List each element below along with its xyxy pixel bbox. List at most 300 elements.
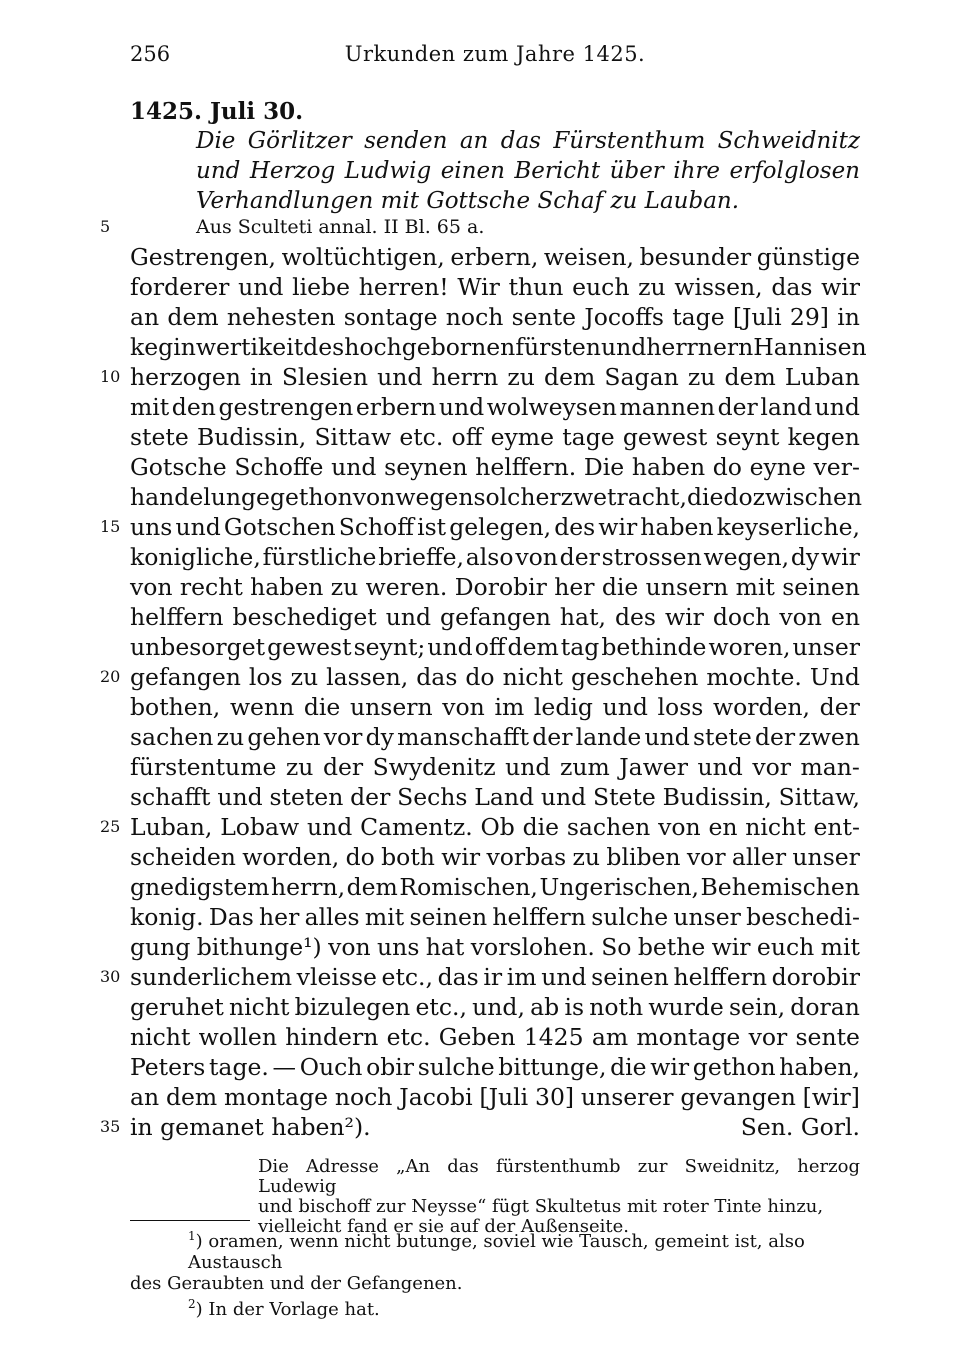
body-word: tag xyxy=(560,633,600,661)
body-word: — xyxy=(272,1053,297,1081)
body-word: dem xyxy=(724,363,776,391)
running-title: Urkunden zum Jahre 1425. xyxy=(344,42,646,66)
body-word: unbesorget xyxy=(130,633,266,661)
body-word: und xyxy=(600,333,647,361)
body-word: obir xyxy=(366,1053,415,1081)
body-word: 30] xyxy=(535,1083,575,1111)
body-word: los xyxy=(248,663,283,691)
signature: Sen. Gorl. xyxy=(740,1113,860,1141)
body-word: beschedi- xyxy=(746,903,860,931)
body-word: stete xyxy=(693,723,752,751)
body-word: [wir] xyxy=(802,1083,860,1111)
body-word: Romischen, xyxy=(399,873,538,901)
body-word: wissen, xyxy=(674,273,763,301)
body-word: forderer xyxy=(130,273,230,301)
body-word: dem xyxy=(165,1083,218,1111)
body-word: vor xyxy=(323,723,363,751)
body-word: wolweysen xyxy=(486,393,617,421)
body-word: [Juli xyxy=(479,1083,529,1111)
body-line xyxy=(130,842,860,872)
body-word: gestrengen xyxy=(218,393,354,421)
body-line xyxy=(130,242,860,272)
body-line xyxy=(130,932,860,962)
body-word: Ungerischen, xyxy=(539,873,699,901)
body-word: also xyxy=(465,543,514,571)
body-word: haben²). xyxy=(271,1113,371,1141)
body-word: wir xyxy=(821,543,860,571)
body-word: bliben xyxy=(606,843,681,871)
body-word: zu xyxy=(330,573,359,601)
body-word: nicht xyxy=(745,813,806,841)
body-word: zu xyxy=(638,273,666,301)
body-word: mit xyxy=(364,903,405,931)
body-word: off xyxy=(474,633,506,661)
body-word: zwen xyxy=(798,723,860,751)
body-word: vor xyxy=(748,1023,788,1051)
body-word: zu xyxy=(216,723,245,751)
body-word: Schoffe xyxy=(234,453,324,481)
body-word: wegen xyxy=(395,483,474,511)
body-word: Ob xyxy=(480,813,515,841)
body-line xyxy=(130,662,860,692)
body-word: keginwertikeit xyxy=(130,333,304,361)
body-word: doran xyxy=(790,993,860,1021)
body-line xyxy=(130,812,860,842)
body-line xyxy=(130,302,860,332)
body-word: Peters xyxy=(130,1053,206,1081)
body-word: sente xyxy=(795,1023,860,1051)
body-word: etc., xyxy=(415,993,467,1021)
body-word: bittunge, xyxy=(498,1053,607,1081)
body-word: Sechs xyxy=(397,783,468,811)
body-word: Land xyxy=(474,783,535,811)
body-word: vorbas xyxy=(486,843,567,871)
body-word: land xyxy=(760,393,813,421)
regest-summary: Die Görlitzer senden an das Fürstenthum Schweidnitz und Herzog Ludwig einen Bericht über ihre erfolglosen Verhandlungen mit Gottsche Schaf zu Lauban. xyxy=(196,128,860,214)
body-word: 1425 xyxy=(523,1023,584,1051)
body-word: Lobaw xyxy=(220,813,300,841)
body-word: erbern, xyxy=(450,243,539,271)
body-word: der xyxy=(532,723,573,751)
body-word: gemanet xyxy=(160,1113,272,1141)
body-word: ab xyxy=(530,993,560,1021)
body-word: die xyxy=(686,483,724,511)
body-word: haben xyxy=(640,513,714,541)
body-word: und xyxy=(306,813,353,841)
body-word: haben, xyxy=(779,1053,860,1081)
body-word: brieffe, xyxy=(378,543,464,571)
body-word: Jocoffs xyxy=(584,303,664,331)
body-word: zwetracht, xyxy=(560,483,687,511)
body-word: sulche xyxy=(591,903,669,931)
body-word: besunder xyxy=(639,243,752,271)
body-line xyxy=(130,422,860,452)
body-word: und xyxy=(427,633,473,661)
body-word: dy xyxy=(365,723,394,751)
body-word: mochte. xyxy=(706,663,802,691)
body-line xyxy=(130,872,860,902)
line-number: 30 xyxy=(100,967,121,986)
body-word: do xyxy=(723,483,753,511)
body-word: schafft xyxy=(130,783,211,811)
body-word: vor xyxy=(752,753,791,781)
body-word: mit xyxy=(735,573,775,601)
body-word: ver- xyxy=(813,453,860,481)
body-word: vorslohen. xyxy=(470,933,595,961)
body-word: wir xyxy=(598,513,638,541)
body-word: wir xyxy=(821,273,860,301)
body-word: mit xyxy=(130,393,170,421)
body-word: vleisse xyxy=(296,963,377,991)
body-word: Sittaw xyxy=(314,423,392,451)
body-word: both xyxy=(381,843,435,871)
body-word: von xyxy=(779,603,822,631)
body-line xyxy=(130,782,860,812)
body-word: scheiden xyxy=(130,843,236,871)
body-word: handelunge xyxy=(130,483,270,511)
body-word: man- xyxy=(800,753,860,781)
body-word: zu xyxy=(572,843,601,871)
page-number: 256 xyxy=(130,42,171,66)
body-word: gewest xyxy=(267,633,352,661)
body-line xyxy=(130,1022,860,1052)
body-word: hochgebornen xyxy=(344,333,516,361)
body-line xyxy=(130,632,860,662)
body-word: und xyxy=(377,363,423,391)
body-word: herrn xyxy=(431,363,499,391)
line-number: 5 xyxy=(100,217,111,236)
body-word: tage xyxy=(562,423,615,451)
body-word: nicht xyxy=(229,993,290,1021)
body-word: Slesien xyxy=(281,363,368,391)
body-word: fürstentume xyxy=(130,753,277,781)
body-word: helffern xyxy=(673,963,767,991)
body-line xyxy=(130,902,860,932)
body-word: hat xyxy=(425,933,465,961)
line-number: 10 xyxy=(100,367,121,386)
body-word: nicht xyxy=(130,1023,191,1051)
body-word: strossen xyxy=(601,543,702,571)
body-word: zu xyxy=(290,663,319,691)
body-word: doch xyxy=(712,603,771,631)
body-word: in xyxy=(130,1113,161,1141)
body-word: sontage xyxy=(343,303,438,331)
body-word: Ouch xyxy=(299,1053,363,1081)
body-word: das xyxy=(771,273,813,301)
body-line xyxy=(130,392,860,422)
body-word: wir xyxy=(650,1053,690,1081)
body-word: und xyxy=(238,273,284,301)
body-word: seynt; xyxy=(353,633,426,661)
body-word: Budissin, xyxy=(197,423,307,451)
body-word: seinen xyxy=(591,963,669,991)
body-word: wir xyxy=(665,603,704,631)
body-word: wollen xyxy=(198,1023,277,1051)
body-word: konigliche, xyxy=(130,543,261,571)
body-word: von xyxy=(515,543,558,571)
body-word: nicht xyxy=(502,663,563,691)
body-word: unserer xyxy=(580,1083,674,1111)
body-word: Hannisen xyxy=(753,333,867,361)
body-word: des xyxy=(554,513,596,541)
body-word: gevangen xyxy=(680,1083,796,1111)
entry-date: 1425. Juli 30. xyxy=(130,98,304,125)
body-word: weisen, xyxy=(543,243,635,271)
line-number: 20 xyxy=(100,667,121,686)
body-word: sein, xyxy=(728,993,786,1021)
body-word: woren, xyxy=(708,633,791,661)
body-word: am xyxy=(591,1023,629,1051)
page-header xyxy=(130,42,860,72)
body-word: gehen xyxy=(247,723,321,751)
body-word: helffern xyxy=(492,903,586,931)
body-word: uns xyxy=(377,933,420,961)
body-word: herzogen xyxy=(130,363,241,391)
body-word: 29] xyxy=(789,303,829,331)
body-word: So xyxy=(601,933,632,961)
body-word: her xyxy=(554,573,595,601)
body-word: dem xyxy=(346,873,398,901)
body-word: von xyxy=(130,573,173,601)
body-word: eyne xyxy=(749,453,806,481)
body-word: herrn, xyxy=(270,873,346,901)
address-note xyxy=(258,1157,860,1237)
body-word: do xyxy=(465,663,495,691)
footnote-mark: 1 xyxy=(188,1229,196,1243)
body-word: is xyxy=(564,993,585,1021)
body-word: der xyxy=(717,393,758,421)
body-word: die xyxy=(522,813,560,841)
body-word: zwischen xyxy=(752,483,863,511)
body-word: Die xyxy=(583,453,625,481)
body-word: worden, xyxy=(242,843,340,871)
body-word: noch xyxy=(334,1083,393,1111)
body-word: von xyxy=(352,483,396,511)
body-word: zu xyxy=(507,363,535,391)
body-word: und xyxy=(602,693,648,721)
body-word: sunderlichem xyxy=(130,963,293,991)
body-word: woltüchtigen, xyxy=(281,243,445,271)
body-word: die xyxy=(303,693,341,721)
body-word: und xyxy=(217,783,263,811)
footnote-2: $^2$) In der Vorlage hat. xyxy=(188,1297,380,1320)
body-word: bethe xyxy=(637,933,706,961)
body-word: recht xyxy=(179,573,243,601)
footnote-text: In der Vorlage hat. xyxy=(208,1299,380,1320)
body-word: Camentz. xyxy=(360,813,473,841)
body-word: seinen xyxy=(782,573,860,601)
body-word: nehesten xyxy=(226,303,336,331)
body-word: bizulegen xyxy=(294,993,411,1021)
body-word: gethon xyxy=(269,483,353,511)
body-word: off xyxy=(451,423,483,451)
body-word: Schoff xyxy=(338,513,414,541)
body-word: und xyxy=(540,783,587,811)
body-word: im xyxy=(494,693,525,721)
body-line xyxy=(130,332,867,362)
body-word: dem xyxy=(544,363,596,391)
body-word: hindern xyxy=(285,1023,379,1051)
body-word: Geben xyxy=(438,1023,516,1051)
body-word: fürstliche xyxy=(262,543,377,571)
body-word: ist xyxy=(417,513,447,541)
body-word: ent- xyxy=(813,813,860,841)
body-word: etc., xyxy=(381,963,433,991)
body-word: mit xyxy=(820,933,860,961)
body-word: ir xyxy=(483,963,503,991)
body-word: gung xyxy=(130,933,191,961)
body-word: Gestrengen, xyxy=(130,243,277,271)
body-word: dy xyxy=(790,543,820,571)
body-word: Jacobi xyxy=(399,1083,473,1111)
body-word: und xyxy=(505,753,551,781)
body-word: und xyxy=(331,453,377,481)
body-word: montage xyxy=(636,1023,741,1051)
footnote-1-continued: des Geraubten und der Gefangenen. xyxy=(130,1273,463,1294)
body-word: geschehen xyxy=(570,663,699,691)
body-line xyxy=(130,362,860,392)
body-word: Das xyxy=(208,903,254,931)
body-word: noth xyxy=(589,993,644,1021)
body-word: Gotsche xyxy=(130,453,227,481)
body-word: die xyxy=(601,573,639,601)
body-word: Behemischen xyxy=(700,873,860,901)
body-word: liebe xyxy=(292,273,350,301)
body-word: unser xyxy=(673,903,741,931)
body-word: her xyxy=(259,903,300,931)
body-word: und xyxy=(438,393,485,421)
body-word: tage xyxy=(672,303,725,331)
body-word: gefangen xyxy=(440,603,551,631)
body-word: ledig xyxy=(533,693,593,721)
body-word: der xyxy=(754,723,796,751)
body-word: und, xyxy=(472,993,525,1021)
body-line xyxy=(130,572,860,602)
body-word: eyme xyxy=(490,423,554,451)
body-line xyxy=(130,482,863,512)
body-word: an xyxy=(130,1083,160,1111)
body-word: bethinde xyxy=(601,633,707,661)
body-line xyxy=(130,452,860,482)
body-word: Luban xyxy=(784,363,860,391)
source-reference: Aus Sculteti annal. II Bl. 65 a. xyxy=(196,216,485,238)
body-word: etc. xyxy=(386,1023,431,1051)
body-word: der xyxy=(322,753,364,781)
body-word: beschediget xyxy=(232,603,377,631)
body-line xyxy=(130,962,860,992)
body-word: steten xyxy=(269,783,344,811)
body-word: wenn xyxy=(229,693,295,721)
body-word: zum xyxy=(559,753,610,781)
body-word: günstige xyxy=(756,243,860,271)
body-word: helffern. xyxy=(475,453,577,481)
body-word: haben xyxy=(250,573,324,601)
body-word: euch xyxy=(756,933,815,961)
body-word: zu xyxy=(687,363,716,391)
body-word: seinen xyxy=(409,903,488,931)
body-line xyxy=(130,1112,860,1142)
body-word: gnedigstem xyxy=(130,873,270,901)
body-word: gelegen, xyxy=(449,513,552,541)
body-word: gewest xyxy=(622,423,708,451)
body-word: en xyxy=(708,813,738,841)
body-word: fürsten xyxy=(515,333,601,361)
body-word: kegen xyxy=(787,423,860,451)
body-word: seynt xyxy=(715,423,780,451)
body-word: von xyxy=(658,813,701,841)
body-word: Und xyxy=(809,663,860,691)
body-word: Dorobir xyxy=(454,573,547,601)
body-word: bothen, xyxy=(130,693,221,721)
body-word: der xyxy=(350,783,391,811)
body-line xyxy=(130,722,860,752)
body-word: aller xyxy=(731,843,787,871)
body-word: mannen xyxy=(619,393,716,421)
body-word: wir xyxy=(441,843,481,871)
body-word: Gotschen xyxy=(223,513,336,541)
body-word: lassen, xyxy=(326,663,409,691)
body-word: im xyxy=(506,963,537,991)
address-note-line: vielleicht fand er sie auf der Außenseite. xyxy=(258,1216,630,1237)
body-word: seynen xyxy=(384,453,468,481)
body-word: Sittaw, xyxy=(778,783,860,811)
body-line xyxy=(130,752,860,782)
footnote-text: oramen, wenn nicht butunge, soviel wie Tausch, gemeint ist, also Austausch xyxy=(188,1231,805,1273)
body-word: etc. xyxy=(399,423,444,451)
body-word: tage. xyxy=(208,1053,269,1081)
body-word: von xyxy=(442,693,485,721)
body-word: alles xyxy=(304,903,360,931)
body-word: Stete xyxy=(593,783,656,811)
body-word: und xyxy=(697,753,743,781)
body-word: dem xyxy=(507,633,559,661)
body-word: den xyxy=(171,393,216,421)
body-word: und xyxy=(814,393,860,421)
body-word: sente xyxy=(511,303,577,331)
body-word: uns xyxy=(130,513,173,541)
body-word: sulche xyxy=(417,1053,495,1081)
body-word: solcher xyxy=(473,483,561,511)
body-word: Swydenitz xyxy=(372,753,496,781)
body-word: loss xyxy=(657,693,704,721)
body-word: von xyxy=(328,933,371,961)
footnote-1: $^1$) oramen, wenn nicht butunge, soviel wie Tausch, gemeint ist, also Austausch xyxy=(188,1229,805,1273)
body-word: manschafft xyxy=(397,723,530,751)
letter-body xyxy=(130,242,867,1142)
body-word: erbern xyxy=(355,393,437,421)
body-word: des xyxy=(303,333,345,361)
body-word: do xyxy=(345,843,375,871)
body-word: der xyxy=(559,543,600,571)
body-word: hat, xyxy=(559,603,606,631)
body-word: herren! xyxy=(358,273,449,301)
address-note-line: Die Adresse „An das fürstenthumb zur Sweidnitz, herzog Ludewig xyxy=(258,1156,860,1197)
body-line xyxy=(130,1082,860,1112)
body-word: geruhet xyxy=(130,993,224,1021)
footnote-mark: 2 xyxy=(188,1297,196,1311)
body-word: vor xyxy=(686,843,726,871)
body-line xyxy=(130,1052,860,1082)
body-word: unser xyxy=(792,843,860,871)
body-line xyxy=(130,992,860,1022)
body-word: und xyxy=(644,723,690,751)
body-word: dem xyxy=(167,303,219,331)
body-line xyxy=(130,542,860,572)
footnotes xyxy=(130,1226,860,1320)
body-word: [Juli xyxy=(732,303,782,331)
body-line xyxy=(130,272,860,302)
body-word: und xyxy=(385,603,432,631)
